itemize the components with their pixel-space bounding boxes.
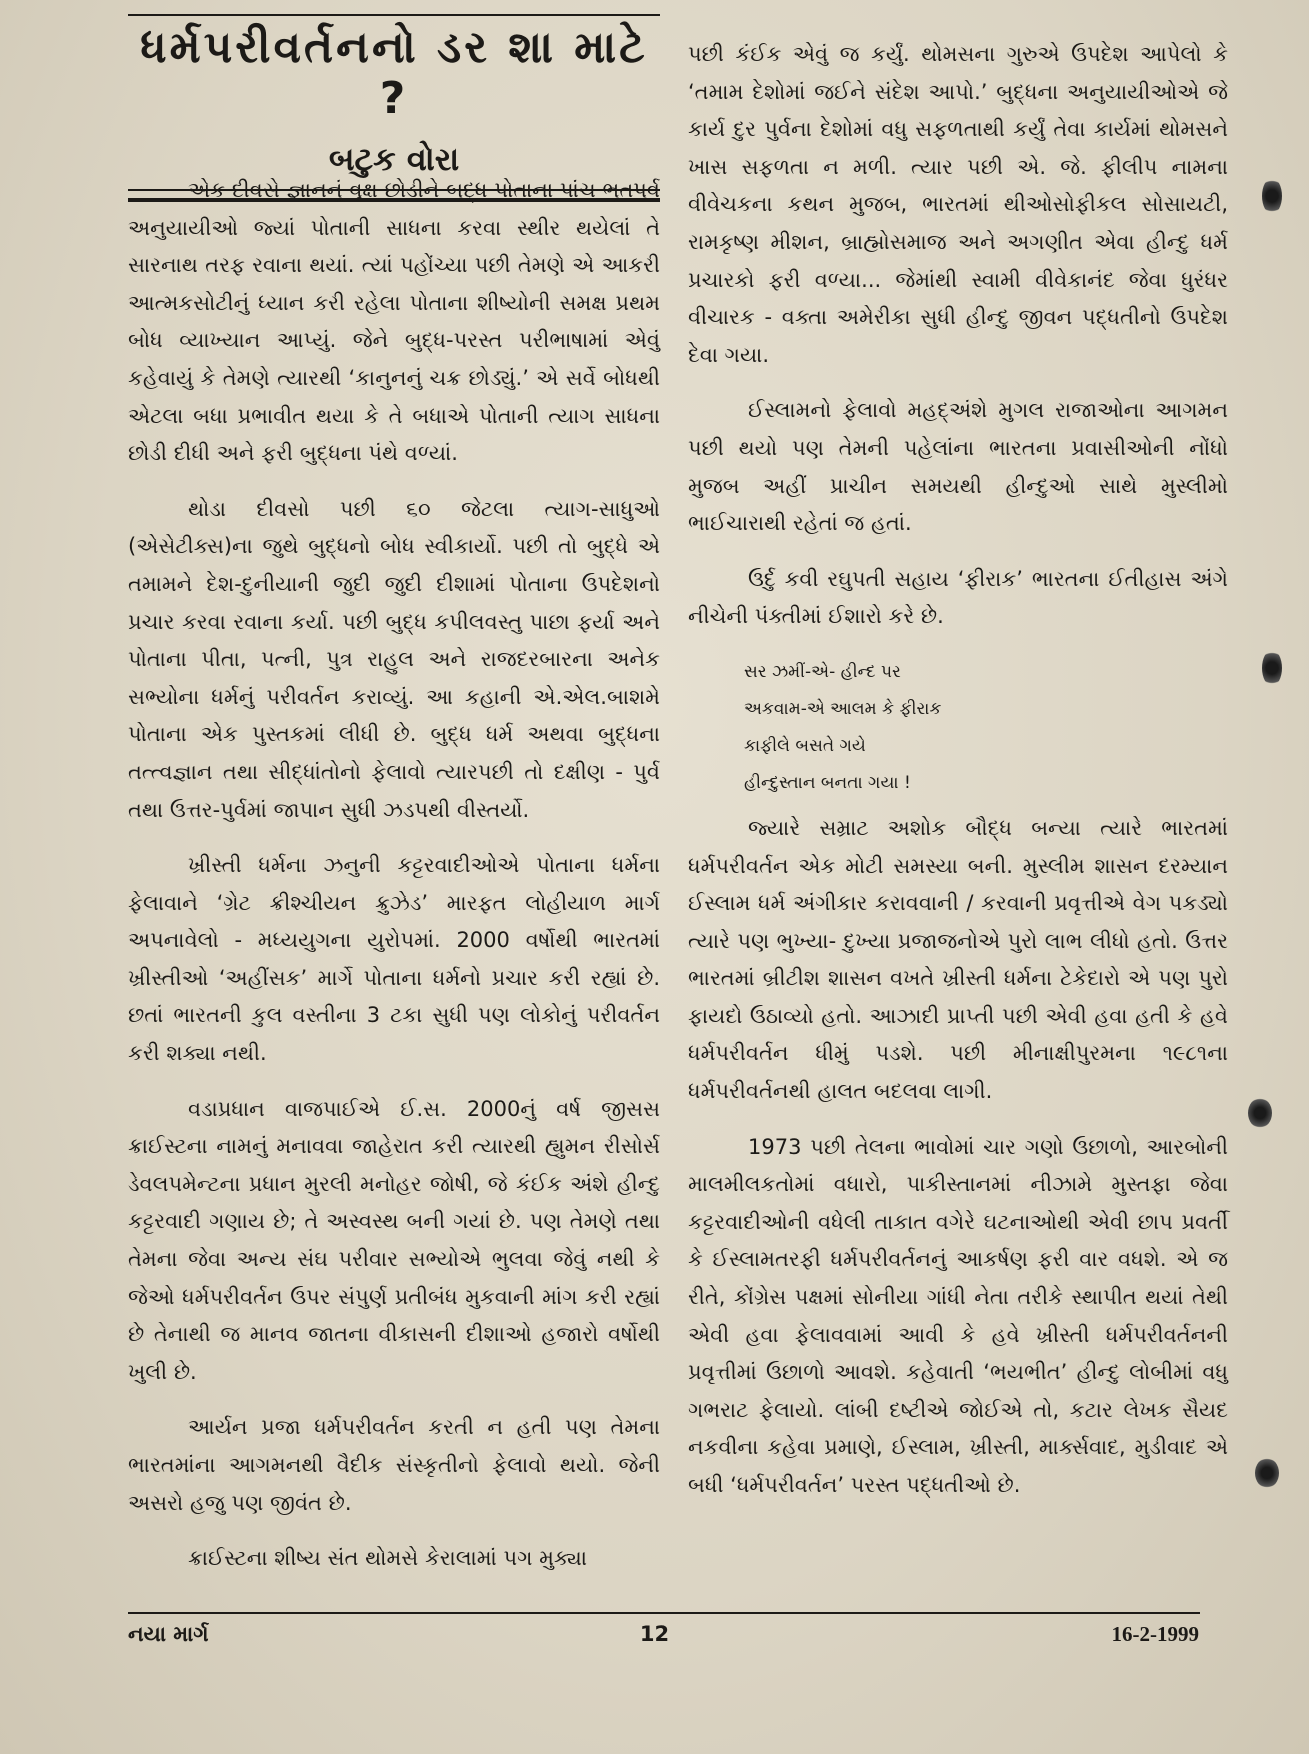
binding-hole: [1255, 1458, 1279, 1488]
paragraph: વડાપ્રધાન વાજપાઈએ ઈ.સ. 2000નું વર્ષ જીસસ ક્રાઈસ્ટના નામનું મનાવવા જાહેરાત કરી ત્યારથી હ્યુમન રીસોર્સ ડેવલપમેન્ટના પ્રધાન મુરલી મનોહર જોષી, જે કંઈક અંશે હીન્દુ કટ્ટરવાદી ગણાય છે; તે અસ્વસ્થ બની ગયાં છે. પણ તેમણે તથા તેમના જેવા અન્ય સંઘ પરીવાર સભ્યોએ ભુલવા જેવું નથી કે જેઓ ધર્મપરીવર્તન ઉપર સંપુર્ણ પ્રતીબંધ મુકવાની માંગ કરી રહ્યાં છે તેનાથી જ માનવ જાતના વીકાસની દીશાઓ હજારો વર્ષોથી ખુલી છે.: [128, 1096, 660, 1384]
article-author: બટુક વોરા: [328, 140, 460, 178]
paragraph: આર્યન પ્રજા ધર્મપરીવર્તન કરતી ન હતી પણ તેમના ભારતમાંના આગમનથી વૈદીક સંસ્કૃતીનો ફેલાવો થયો. જેની અસરો હજુ પણ જીવંત છે.: [128, 1415, 660, 1515]
poem-line: સર ઝમીં-એ- હીન્દ પર: [744, 661, 901, 682]
paragraph: ખ્રીસ્તી ધર્મના ઝનુની કટ્ટરવાદીઓએ પોતાના ધર્મના ફેલાવાને ‘ગ્રેટ ક્રીશ્ચીયન ક્રુઝેડ’ મારફત લોહીયાળ માર્ગ અપનાવેલો - મધ્યયુગના યુરોપમાં. 2000 વર્ષોથી ભારતમાં ખ્રીસ્તીઓ ‘અહીંસક’ માર્ગે પોતાના ધર્મનો પ્રચાર કરી રહ્યાં છે. છતાં ભારતની કુલ વસ્તીના 3 ટકા સુધી પણ લોકોનું પરીવર્તન કરી શક્યા નથી.: [128, 853, 660, 1066]
binding-hole: [1248, 1098, 1272, 1128]
paragraph: 1973 પછી તેલના ભાવોમાં ચાર ગણો ઉછાળો, આરબોની માલમીલકતોમાં વધારો, પાકીસ્તાનમાં નીઝામે મુસ્તફા જેવા કટ્ટરવાદીઓની વધેલી તાકાત વગેરે ઘટનાઓથી એવી છાપ પ્રવર્તી કે ઈસ્લામતરફી ધર્મપરીવર્તનનું આકર્ષણ ફરી વાર વધશે. એ જ રીતે, કોંગ્રેસ પક્ષમાં સોનીયા ગાંધી નેતા તરીકે સ્થાપીત થયાં તેથી એવી હવા ફેલાવવામાં આવી કે હવે ખ્રીસ્તી ધર્મપરીવર્તનની પ્રવૃત્તીમાં ઉછાળો આવશે. કહેવાતી ‘ભયભીત’ હીન્દુ લોબીમાં વધુ ગભરાટ ફેલાયો. લાંબી દષ્ટીએ જોઈએ તો, કટાર લેખક સૈયદ નકવીના કહેવા પ્રમાણે, ઈસ્લામ, ખ્રીસ્તી, માર્ક્સવાદ, મુડીવાદ એ બધી ‘ધર્મપરીવર્તન’ પરસ્ત પદ્ધતીઓ છે.: [688, 1134, 1228, 1497]
poem-line: અકવામ-એ આલમ કે ફીરાક: [744, 698, 942, 719]
poem-line: હીન્દુસ્તાન બનતા ગયા !: [744, 772, 911, 793]
paragraph: જ્યારે સમ્રાટ અશોક બૌદ્ધ બન્યા ત્યારે ભારતમાં ધર્મપરીવર્તન એક મોટી સમસ્યા બની. મુસ્લીમ શાસન દરમ્યાન ઈસ્લામ ધર્મ અંગીકાર કરાવવાની / કરવાની પ્રવૃત્તીએ વેગ પકડ્યો ત્યારે પણ ભુખ્યા- દુખ્યા પ્રજાજનોએ પુરો લાભ લીધો હતો. ઉત્તર ભારતમાં બ્રીટીશ શાસન વખતે ખ્રીસ્તી ધર્મના ટેકેદારો એ પણ પુરો ફાયદો ઉઠાવ્યો હતો. આઝાદી પ્રાપ્તી પછી એવી હવા હતી કે હવે ધર્મપરીવર્તન ધીમું પડશે. પછી મીનાક્ષીપુરમના ૧૯૮૧ના ધર્મપરીવર્તનથી હાલત બદલવા લાગી.: [688, 815, 1228, 1104]
paragraph: ક્રાઈસ્ટના શીષ્ય સંત થોમસે કેરાલામાં પગ મુક્યા: [188, 1546, 587, 1571]
binding-hole: [1262, 650, 1282, 686]
footer-date: 16-2-1999: [1111, 1622, 1199, 1646]
paragraph: પછી કંઈક એવું જ કર્યું. થોમસના ગુરુએ ઉપદેશ આપેલો કે ‘તમામ દેશોમાં જઈને સંદેશ આપો.’ બુદ્ધના અનુયાયીઓએ જે કાર્ય દુર પુર્વના દેશોમાં વધુ સફળતાથી કર્યું તેવા કાર્યમાં થોમસને ખાસ સફળતા ન મળી. ત્યાર પછી એ. જે. ફીલીપ નામના વીવેચકના કથન મુજબ, ભારતમાં થીઓસોફીકલ સોસાયટી, રામકૃષ્ણ મીશન, બ્રાહ્મોસમાજ અને અગણીત એવા હીન્દુ ધર્મ પ્રચારકો ફરી વળ્યા... જેમાંથી સ્વામી વીવેકાનંદ જેવા ધુરંધર વીચારક - વક્તા અમેરીકા સુધી હીન્દુ જીવન પદ્ધતીનો ઉપદેશ દેવા ગયા.: [688, 42, 1228, 367]
paragraph: થોડા દીવસો પછી ૬૦ જેટલા ત્યાગ-સાધુઓ (એસેટીક્સ)ના જુથે બુદ્ધનો બોધ સ્વીકાર્યો. પછી તો બુદ્ધે એ તમામને દેશ-દુનીયાની જુદી જુદી દીશામાં પોતાના ઉપદેશનો પ્રચાર કરવા રવાના કર્યા. પછી બુદ્ધ કપીલવસ્તુ પાછા ફર્યા અને પોતાના પીતા, પત્ની, પુત્ર રાહુલ અને રાજદરબારના અનેક સભ્યોના ધર્મનું પરીવર્તન કરાવ્યું. આ કહાની એ.એલ.બાશમે પોતાના એક પુસ્તકમાં લીધી છે. બુદ્ધ ધર્મ અથવા બુદ્ધના તત્ત્વજ્ઞાન તથા સીદ્ધાંતોનો ફેલાવો ત્યારપછી તો દક્ષીણ - પુર્વ તથા ઉત્તર-પુર્વમાં જાપાન સુધી ઝડપથી વીસ્તર્યો.: [128, 496, 660, 822]
paragraph: એક દીવસે જ્ઞાનનું વૃક્ષ છોડીને બુદ્ધ પોતાના પાંચ ભુતપુર્વ અનુયાયીઓ જ્યાં પોતાની સાધના કરવા સ્થીર થયેલાં તે સારનાથ તરફ રવાના થયાં. ત્યાં પહોંચ્યા પછી તેમણે એ આકરી આત્મકસોટીનું ધ્યાન કરી રહેલા પોતાના શીષ્યોની સમક્ષ પ્રથમ બોધ વ્યાખ્યાન આપ્યું. જેને બુદ્ધ-પરસ્ત પરીભાષામાં એવું કહેવાયું કે તેમણે ત્યારથી ‘કાનુનનું ચક્ર છોડ્યું.’ એ સર્વે બોધથી એટલા બધા પ્રભાવીત થયા કે તે બધાએ પોતાની ત્યાગ સાધના છોડી દીધી અને ફરી બુદ્ધના પંથે વળ્યાં.: [128, 178, 660, 466]
footer-rule: [128, 1612, 1200, 1614]
footer-page-number: 12: [639, 1622, 670, 1646]
poem-line: કાફીલે બસતે ગયે: [744, 735, 866, 756]
binding-hole: [1262, 178, 1282, 214]
poem: [744, 654, 1228, 802]
left-column: [128, 172, 660, 1596]
paragraph: ઉર્દુ કવી રઘુપતી સહાય ‘ફીરાક’ ભારતના ઈતીહાસ અંગે નીચેની પંક્તીમાં ઈશારો કરે છે.: [688, 566, 1228, 629]
footer-publication: નયા માર્ગ: [128, 1622, 209, 1646]
top-rule: [128, 14, 660, 16]
right-column: [688, 36, 1228, 1523]
paragraph: ઈસ્લામનો ફેલાવો મહદ્અંશે મુગલ રાજાઓના આગમન પછી થયો પણ તેમની પહેલાંના ભારતના પ્રવાસીઓની નોંધો મુજબ અહીં પ્રાચીન સમયથી હીન્દુઓ સાથે મુસ્લીમો ભાઈચારાથી રહેતાં જ હતાં.: [688, 398, 1228, 536]
article-title: ધર્મપરીવર્તનનો ડર શા માટે ?: [140, 22, 648, 124]
